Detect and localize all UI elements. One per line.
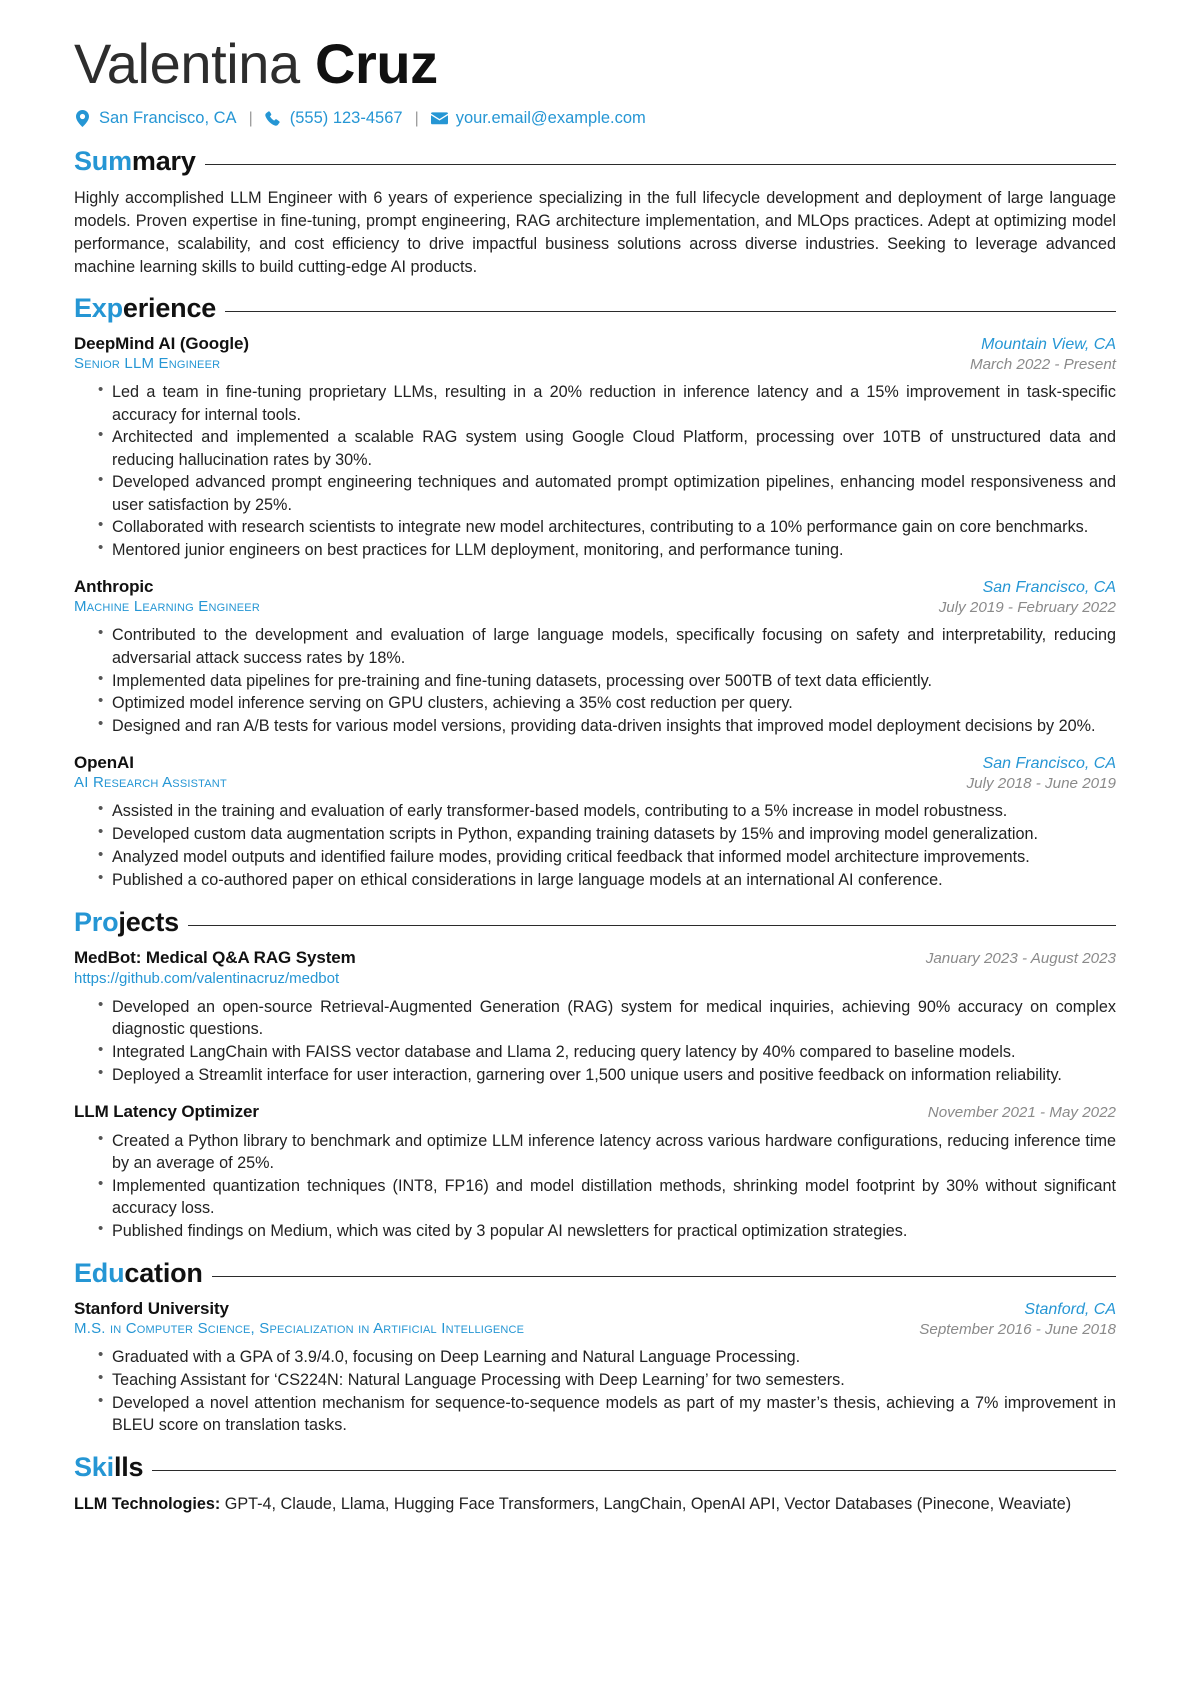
- section-divider: [188, 925, 1116, 926]
- entry-right: [928, 1102, 1116, 1121]
- entry-location: San Francisco, CA: [982, 755, 1116, 773]
- contact-location[interactable]: [74, 109, 237, 128]
- education-entry: [74, 1299, 1116, 1436]
- contact-email[interactable]: [431, 109, 646, 128]
- contact-phone-text: (555) 123-4567: [289, 109, 403, 128]
- project-name: LLM Latency Optimizer: [74, 1101, 259, 1121]
- skill-category: LLM Technologies:: [74, 1495, 221, 1514]
- entry-header-row: [74, 1102, 1116, 1122]
- contact-email-text: your.email@example.com: [455, 109, 646, 128]
- bullet-item: • Designed and ran A/B tests for various model versions, providing data-driven insights that improved model deployment decisions by 20%.: [74, 715, 1116, 737]
- section-title: [74, 1452, 143, 1483]
- bullet-item: • Implemented data pipelines for pre-training and fine-tuning datasets, processing over 500TB of text data efficiently.: [74, 670, 1116, 692]
- bullet-item: • Collaborated with research scientists to integrate new model architectures, contributing to a 10% performance gain on core benchmarks.: [74, 516, 1116, 538]
- entry-header-row: [74, 948, 1116, 988]
- project-entry: [74, 948, 1116, 1086]
- section-heading-education: [74, 1258, 1116, 1289]
- school-name: Stanford University: [74, 1299, 229, 1319]
- experience-entry: [74, 334, 1116, 561]
- entry-dates: March 2022 - Present: [969, 356, 1116, 374]
- entry-right: [970, 336, 1116, 373]
- entry-header-row: [74, 334, 1116, 373]
- phone-icon: [265, 110, 282, 127]
- entry-header-row: [74, 577, 1116, 616]
- employer-name: OpenAI: [74, 753, 134, 773]
- entry-header-row: [74, 1299, 1116, 1338]
- entry-dates: January 2023 - August 2023: [925, 949, 1116, 967]
- bullet-list: [74, 381, 1116, 561]
- section-title: [74, 907, 179, 938]
- bullet-list: [74, 800, 1116, 891]
- entry-role: Senior LLM Engineer: [74, 355, 221, 373]
- bullet-item: • Deployed a Streamlit interface for user interaction, garnering over 1,500 unique users and positive feedback on information reliability.: [74, 1064, 1116, 1086]
- section-experience: [74, 293, 1116, 891]
- section-title-accent: Exp: [74, 293, 123, 324]
- entry-location: Stanford, CA: [1024, 1301, 1116, 1319]
- skill-lines: [74, 1493, 1116, 1516]
- employer-name: Anthropic: [74, 577, 154, 597]
- bullet-item: • Created a Python library to benchmark and optimize LLM inference latency across various hardware configurations, reducing inference time by an average of 25%.: [74, 1130, 1116, 1175]
- contact-location-text: San Francisco, CA: [99, 109, 237, 128]
- bullet-item: • Assisted in the training and evaluation of early transformer-based models, contributing to a 5% increase in model robustness.: [74, 800, 1116, 822]
- section-title-rest: erience: [122, 293, 217, 324]
- bullet-list: [74, 624, 1116, 737]
- bullet-item: • Integrated LangChain with FAISS vector database and Llama 2, reducing query latency by 40% compared to baseline models.: [74, 1041, 1116, 1063]
- bullet-item: • Developed an open-source Retrieval-Augmented Generation (RAG) system for medical inquiries, achieving 90% accuracy on complex diagnostic questions.: [74, 996, 1116, 1041]
- skill-line: [74, 1493, 1116, 1516]
- section-heading-skills: [74, 1452, 1116, 1483]
- entry-left: [74, 1102, 259, 1122]
- bullet-item: • Optimized model inference serving on GPU clusters, achieving a 35% cost reduction per query.: [74, 692, 1116, 714]
- education-entries: [74, 1299, 1116, 1436]
- envelope-icon: [431, 110, 448, 127]
- bullet-item: • Analyzed model outputs and identified failure modes, providing critical feedback that informed model architecture improvements.: [74, 846, 1116, 868]
- resume-header: [74, 34, 1116, 128]
- contact-row: [74, 109, 1116, 128]
- entry-dates: September 2016 - June 2018: [919, 1321, 1116, 1339]
- bullet-item: • Led a team in fine-tuning proprietary LLMs, resulting in a 20% reduction in inference latency and a 15% improvement in task-specific accuracy for internal tools.: [74, 381, 1116, 426]
- entry-header-row: [74, 753, 1116, 792]
- page-title: [74, 34, 1116, 93]
- bullet-item: • Developed advanced prompt engineering techniques and automated prompt optimization pipelines, enhancing model responsiveness and user satisfaction by 25%.: [74, 471, 1116, 516]
- bullet-item: • Developed custom data augmentation scripts in Python, expanding training datasets by 15% and improving model generalization.: [74, 823, 1116, 845]
- section-divider: [212, 1276, 1116, 1277]
- section-title: [74, 1258, 203, 1289]
- entry-dates: November 2021 - May 2022: [927, 1103, 1116, 1121]
- summary-paragraph: Highly accomplished LLM Engineer with 6 years of experience specializing in the full lifecycle development and deployment of large language models. Proven expertise in fine-tuning, prompt engineering, RAG architecture implementation, and MLOps practices. Adept at optimizing model performance, scalability, and cost efficiency to drive impactful business solutions across diverse industries. Seeking to leverage advanced machine learning skills to build cutting-edge AI products.: [74, 189, 1116, 277]
- first-name: Valentina: [74, 32, 300, 95]
- section-skills: [74, 1452, 1116, 1516]
- bullet-item: • Teaching Assistant for ‘CS224N: Natural Language Processing with Deep Learning’ for two semesters.: [74, 1369, 1116, 1391]
- bullet-item: • Published a co-authored paper on ethical considerations in large language models at an international AI conference.: [74, 869, 1116, 891]
- contact-separator: |: [414, 109, 419, 127]
- entry-left: [74, 577, 260, 615]
- entry-left: [74, 753, 227, 791]
- entry-left: [74, 948, 356, 988]
- project-entry: [74, 1102, 1116, 1242]
- experience-entry: [74, 753, 1116, 891]
- project-url-link[interactable]: https://github.com/valentinacruz/medbot: [74, 969, 340, 987]
- section-title-rest: lls: [113, 1452, 144, 1483]
- bullet-item: • Implemented quantization techniques (INT8, FP16) and model distillation methods, shrinking model footprint by 30% without significant accuracy loss.: [74, 1175, 1116, 1220]
- bullet-list: [74, 1130, 1116, 1242]
- project-entries: [74, 948, 1116, 1242]
- bullet-item: • Graduated with a GPA of 3.9/4.0, focusing on Deep Learning and Natural Language Processing.: [74, 1346, 1116, 1368]
- contact-separator: |: [248, 109, 253, 127]
- bullet-item: • Mentored junior engineers on best practices for LLM deployment, monitoring, and performance tuning.: [74, 539, 1116, 561]
- entry-role: AI Research Assistant: [74, 774, 227, 792]
- entry-role: M.S. in Computer Science, Specialization in Artificial Intelligence: [74, 1320, 525, 1338]
- bullet-item: • Contributed to the development and evaluation of large language models, specifically focusing on safety and interpretability, reducing adversarial attack success rates by 18%.: [74, 624, 1116, 669]
- entry-left: [74, 334, 249, 372]
- project-name: MedBot: Medical Q&A RAG System: [74, 947, 356, 967]
- contact-phone[interactable]: [265, 109, 403, 128]
- entry-location: San Francisco, CA: [982, 579, 1116, 597]
- section-projects: [74, 907, 1116, 1242]
- section-heading-experience: [74, 293, 1116, 324]
- section-title-rest: jects: [118, 906, 179, 937]
- bullet-list: [74, 996, 1116, 1086]
- section-title-accent: Sum: [74, 146, 132, 177]
- entry-dates: July 2019 - February 2022: [938, 599, 1116, 617]
- entry-right: [967, 755, 1116, 792]
- bullet-list: [74, 1346, 1116, 1436]
- section-divider: [205, 164, 1116, 165]
- entry-dates: July 2018 - June 2019: [966, 775, 1116, 793]
- employer-name: DeepMind AI (Google): [74, 334, 249, 354]
- section-title: [74, 293, 216, 324]
- section-title-accent: Edu: [74, 1258, 125, 1289]
- section-summary: [74, 146, 1116, 279]
- section-divider: [152, 1470, 1116, 1471]
- entry-role: Machine Learning Engineer: [74, 598, 260, 616]
- section-heading-projects: [74, 907, 1116, 938]
- experience-entries: [74, 334, 1116, 891]
- section-title-rest: cation: [124, 1258, 203, 1289]
- section-divider: [225, 311, 1116, 312]
- entry-right: [926, 948, 1116, 967]
- section-title-accent: Ski: [74, 1452, 114, 1483]
- skill-items: GPT-4, Claude, Llama, Hugging Face Transformers, LangChain, OpenAI API, Vector Databases (Pinecone, Weaviate): [224, 1495, 1072, 1514]
- experience-entry: [74, 577, 1116, 737]
- location-pin-icon: [74, 110, 91, 127]
- section-title: [74, 146, 196, 177]
- bullet-item: • Published findings on Medium, which was cited by 3 popular AI newsletters for practical optimization strategies.: [74, 1220, 1116, 1242]
- section-title-accent: Pro: [74, 906, 119, 937]
- entry-left: [74, 1299, 524, 1337]
- bullet-item: • Architected and implemented a scalable RAG system using Google Cloud Platform, processing over 10TB of unstructured data and reducing hallucination rates by 30%.: [74, 426, 1116, 471]
- section-title-rest: mary: [131, 146, 196, 177]
- section-education: [74, 1258, 1116, 1436]
- entry-location: Mountain View, CA: [981, 336, 1116, 354]
- entry-right: [919, 1301, 1116, 1338]
- bullet-item: • Developed a novel attention mechanism for sequence-to-sequence models as part of my master’s thesis, achieving a 7% improvement in BLEU score on translation tasks.: [74, 1392, 1116, 1437]
- section-heading-summary: [74, 146, 1116, 177]
- last-name: Cruz: [314, 32, 438, 95]
- entry-right: [939, 579, 1116, 616]
